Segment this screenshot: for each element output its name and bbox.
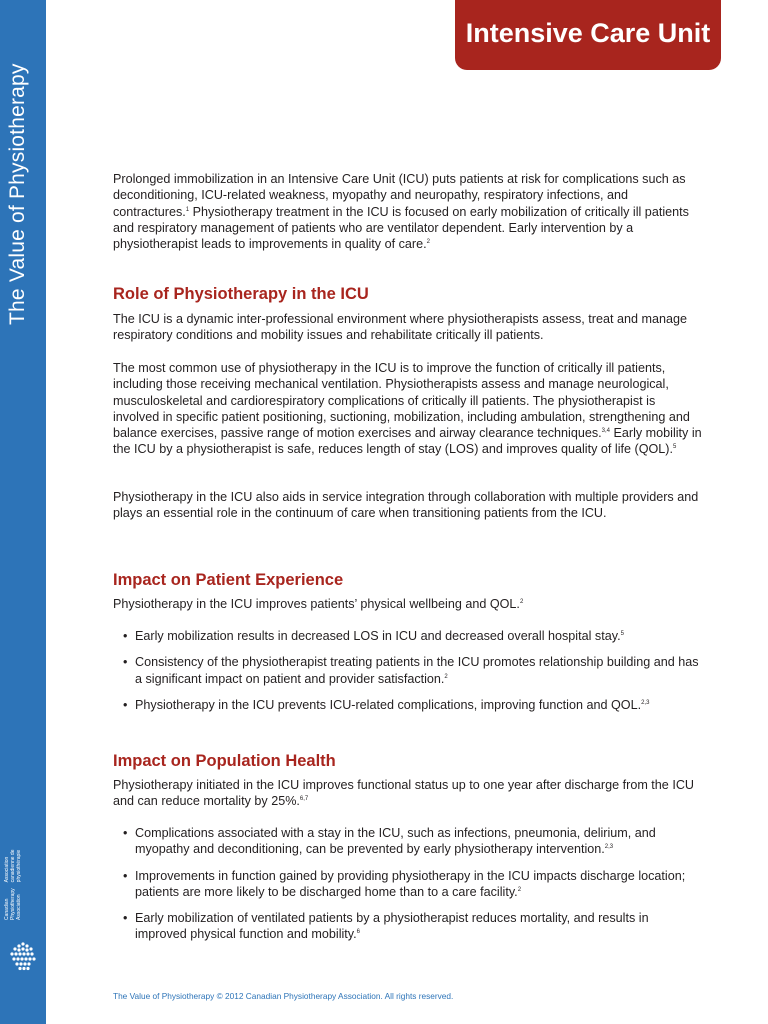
list-item-text: Consistency of the physiotherapist treating patients in the ICU promotes relationship building and has a significant impact on patient and provider satisfaction. xyxy=(135,655,699,686)
citation: 6,7 xyxy=(299,796,309,803)
role-paragraph-1: The ICU is a dynamic inter-professional environment where physiotherapists assess, treat and manage respiratory conditions and mobility issues and rehabilitate critically ill patients. xyxy=(113,312,687,343)
citation: 2,3 xyxy=(604,844,614,851)
list-item-text: Complications associated with a stay in the ICU, such as infections, pneumonia, delirium, and myopathy and deconditioning, can be prevented by early physiotherapy intervention. xyxy=(135,826,656,857)
list-item-text: Improvements in function gained by providing physiotherapy in the ICU impacts discharge location; patients are more likely to be discharged home than to a care facility. xyxy=(135,868,686,899)
intro-section xyxy=(113,171,703,252)
role-section xyxy=(113,285,703,304)
section-heading-population: Impact on Population Health xyxy=(113,752,336,770)
citation: 2,3 xyxy=(641,699,650,706)
citation: 2 xyxy=(444,673,448,680)
association-line: canadienne de xyxy=(10,849,16,883)
population-bullet-list xyxy=(113,825,703,943)
association-line: Association xyxy=(16,894,22,920)
citation: 5 xyxy=(672,444,677,451)
association-name xyxy=(4,850,22,921)
association-name-fr xyxy=(4,850,22,883)
association-name-en xyxy=(4,888,22,920)
role-paragraph-3-wrap xyxy=(113,489,703,522)
sidebar-title: The Value of Physiotherapy xyxy=(6,63,29,325)
list-item xyxy=(113,825,703,858)
footer-copyright: The Value of Physiotherapy © 2012 Canadian Physiotherapy Association. All rights reserved. xyxy=(113,991,454,1001)
header-tab xyxy=(455,0,721,70)
citation: 3,4 xyxy=(601,428,610,435)
population-section xyxy=(113,752,703,771)
association-line: Association xyxy=(4,856,10,883)
citation: 2 xyxy=(519,599,524,605)
sidebar xyxy=(0,0,46,1024)
role-paragraph-2 xyxy=(113,360,703,458)
role-paragraph-2-text: The most common use of physiotherapy in the ICU is to improve the function of critically ill patients, including those receiving mechanical ventilation. Physiotherapists assess and manage neurological, musculoskeletal and cardiorespiratory complications of critically ill patients. The physiotherapist is involved in specific patient positioning, suctioning, mobilization, including ambulation, strengthening and balance exercises, passive range of motion exercises and airway clearance techniques. xyxy=(113,361,690,441)
list-item-text: Physiotherapy in the ICU prevents ICU-related complications, improving function and QOL. xyxy=(135,697,642,712)
role-paragraph-3: Physiotherapy in the ICU also aids in service integration through collaboration with multiple providers and plays an essential role in the continuum of care when transitioning patients from the ICU. xyxy=(113,490,699,521)
list-item xyxy=(113,628,703,644)
patient-intro-text: Physiotherapy in the ICU improves patients’ physical wellbeing and QOL. xyxy=(113,597,520,611)
patient-bullets-wrap xyxy=(113,628,703,723)
role-paragraph-2-text-continued: Early mobility in the ICU by a physiotherapist is safe, reduces length of stay (LOS) and improves quality of life (QOL). xyxy=(113,426,702,457)
patient-intro-wrap xyxy=(113,596,703,612)
intro-text: Prolonged immobilization in an Intensive Care Unit (ICU) puts patients at risk for complications such as deconditioning, ICU-related weakness, myopathy and neuropathy, respiratory infections, and contractures. xyxy=(113,172,686,219)
population-intro xyxy=(113,777,703,810)
association-line: Canadian xyxy=(4,898,10,920)
page-title: Intensive Care Unit xyxy=(465,18,711,48)
citation: 2 xyxy=(426,239,430,246)
citation: 6 xyxy=(356,929,361,936)
list-item-text: Early mobilization of ventilated patients by a physiotherapist reduces mortality, and results in improved physical function and mobility. xyxy=(135,911,649,942)
association-line: Physiotherapy xyxy=(10,888,16,920)
list-item-text: Early mobilization results in decreased LOS in ICU and decreased overall hospital stay. xyxy=(135,629,621,643)
population-intro-wrap xyxy=(113,777,703,810)
citation: 1 xyxy=(185,206,190,213)
role-paragraph-1-wrap xyxy=(113,311,703,344)
section-heading-role: Role of Physiotherapy in the ICU xyxy=(113,285,369,303)
role-paragraph-2-wrap xyxy=(113,360,703,458)
intro-paragraph xyxy=(113,171,703,252)
association-line: physiothérapie xyxy=(16,849,22,883)
list-item xyxy=(113,654,703,687)
patient-bullet-list xyxy=(113,628,703,713)
association-logo-icon xyxy=(8,940,38,972)
list-item xyxy=(113,868,703,901)
citation: 5 xyxy=(620,631,624,637)
citation: 2 xyxy=(517,886,522,893)
intro-text-continued: Physiotherapy treatment in the ICU is focused on early mobilization of critically ill patients and respiratory management of patients who are ventilator dependent. Early intervention by a physiotherapist leads to improvements in quality of care. xyxy=(113,204,689,252)
section-heading-patient: Impact on Patient Experience xyxy=(113,571,344,589)
patient-intro xyxy=(113,596,703,612)
population-intro-text: Physiotherapy initiated in the ICU improves functional status up to one year after discharge from the ICU and can reduce mortality by 25%. xyxy=(113,778,695,809)
population-bullets-wrap xyxy=(113,825,703,953)
list-item xyxy=(113,697,703,713)
patient-section xyxy=(113,571,703,590)
list-item xyxy=(113,910,703,943)
